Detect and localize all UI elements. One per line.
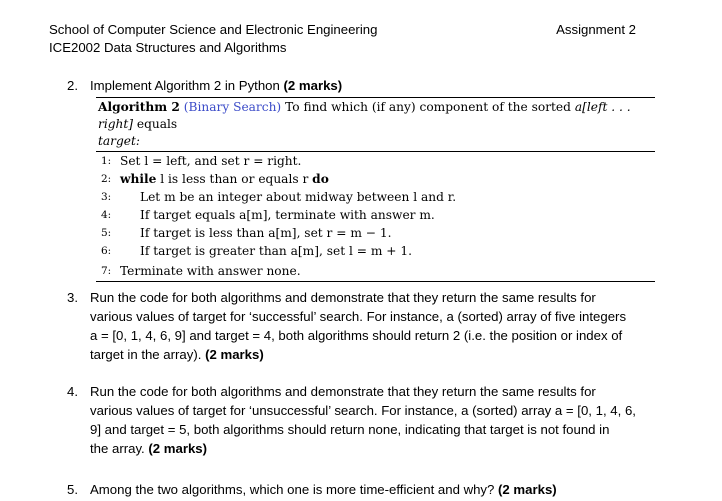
- question-line: various values of target for ‘successful’ search. For instance, a (sorted) array of five integers: [90, 309, 627, 324]
- question-marks: (2 marks): [498, 482, 557, 497]
- algorithm-line: [96, 224, 655, 242]
- caption-pre: To find which (if any) component of the sorted: [285, 100, 575, 114]
- question-text: Implement Algorithm 2 in Python: [90, 78, 284, 93]
- question-number: 2.: [67, 78, 78, 93]
- algorithm-caption: [96, 98, 655, 151]
- algorithm-line: [96, 242, 655, 260]
- line-number: 4:: [101, 209, 112, 221]
- keyword-do: do: [312, 172, 329, 186]
- question-line-text: target in the array).: [90, 347, 206, 362]
- line-number: 5:: [101, 227, 112, 239]
- caption-range: a[left . . . right]: [98, 100, 631, 131]
- line-number: 2:: [101, 173, 112, 185]
- algorithm-line: [96, 188, 655, 206]
- line-text: If target equals a[m], terminate with answer m.: [140, 208, 435, 222]
- question-marks: (2 marks): [283, 78, 343, 93]
- caption-post: equals: [133, 117, 178, 131]
- line-text: [120, 170, 329, 188]
- question-number: 4.: [67, 384, 78, 399]
- caption-line2: target:: [98, 134, 141, 148]
- while-condition: l is less than or equals r: [156, 172, 313, 186]
- algorithm-label: Algorithm 2: [98, 100, 180, 114]
- question-line: 9] and target = 5, both algorithms should return none, indicating that target is not found in: [90, 422, 610, 437]
- algorithm-line: [96, 170, 655, 188]
- school-name: School of Computer Science and Electronic Engineering: [49, 22, 378, 37]
- question-line: various values of target for ‘unsuccessful’ search. For instance, a (sorted) array a = [0, 1, 4, 6,: [90, 403, 636, 418]
- line-number: 1:: [101, 155, 112, 167]
- assignment-label: Assignment 2: [556, 22, 636, 37]
- algorithm-line: [96, 206, 655, 224]
- line-text: If target is greater than a[m], set l = m + 1.: [140, 244, 412, 258]
- question-line-text: the array.: [90, 441, 149, 456]
- algorithm-block: [96, 97, 655, 282]
- question-number: 3.: [67, 290, 78, 305]
- question-line: Run the code for both algorithms and demonstrate that they return the same results for: [90, 290, 596, 305]
- line-text: Terminate with answer none.: [120, 264, 301, 278]
- line-text: Set l = left, and set r = right.: [120, 154, 302, 168]
- question-line: a = [0, 1, 4, 6, 9] and target = 4, both algorithms should return 2 (i.e. the position or index of: [90, 328, 623, 343]
- line-number: 7:: [101, 265, 112, 277]
- keyword-while: while: [120, 172, 157, 186]
- line-text: If target is less than a[m], set r = m − 1.: [140, 226, 392, 240]
- question-marks: (2 marks): [148, 441, 208, 456]
- algorithm-line: [96, 152, 655, 170]
- course-title: ICE2002 Data Structures and Algorithms: [49, 40, 287, 55]
- question-line: Run the code for both algorithms and demonstrate that they return the same results for: [90, 384, 596, 399]
- question-text: Among the two algorithms, which one is more time-efficient and why?: [90, 482, 499, 497]
- algorithm-name: (Binary Search): [183, 100, 282, 114]
- line-number: 3:: [101, 191, 112, 203]
- line-number: 6:: [101, 245, 112, 257]
- algorithm-line: [96, 260, 655, 281]
- question-line: [90, 439, 650, 458]
- document-header: [49, 21, 377, 57]
- question-number: 5.: [67, 482, 78, 497]
- question-marks: (2 marks): [205, 347, 264, 362]
- line-text: Let m be an integer about midway between l and r.: [140, 190, 457, 204]
- question-line: [90, 345, 650, 364]
